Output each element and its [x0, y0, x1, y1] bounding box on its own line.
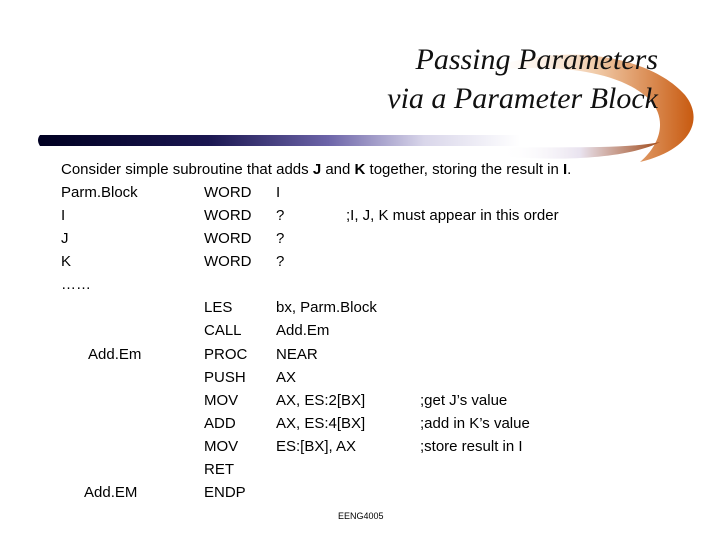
- code-comment: ;get J’s value: [420, 392, 508, 409]
- code-label: Add.EM: [84, 484, 138, 501]
- code-comment: ;add in K’s value: [420, 415, 530, 432]
- code-op: PROC: [204, 346, 248, 363]
- decl-type: WORD: [204, 184, 252, 201]
- code-op: MOV: [204, 438, 239, 455]
- decl-value: I: [276, 184, 281, 201]
- slide-footer: EENG4005: [338, 511, 384, 521]
- decl-name: I: [61, 207, 66, 224]
- decl-comment: ;I, J, K must appear in this order: [346, 207, 559, 224]
- decl-name: J: [61, 230, 69, 247]
- code-args: AX, ES:4[BX]: [276, 415, 366, 432]
- code-args: ES:[BX], AX: [276, 438, 357, 455]
- code-op: CALL: [204, 322, 242, 339]
- decl-type: WORD: [204, 207, 252, 224]
- decl-value: ?: [276, 207, 285, 224]
- code-op: MOV: [204, 392, 239, 409]
- title-line-2: via a Parameter Block: [387, 82, 658, 115]
- code-args: AX, ES:2[BX]: [276, 392, 366, 409]
- code-args: Add.Em: [276, 322, 330, 339]
- code-op: RET: [204, 461, 234, 478]
- decl-value: ?: [276, 253, 285, 270]
- code-label: Add.Em: [88, 346, 142, 363]
- decl-value: ?: [276, 230, 285, 247]
- title-line-1: Passing Parameters: [415, 43, 658, 76]
- code-args: bx, Parm.Block: [276, 299, 377, 316]
- code-comment: ;store result in I: [420, 438, 523, 455]
- intro-sentence: Consider simple subroutine that adds J and K together, storing the result in I.: [61, 161, 572, 178]
- code-op: ENDP: [204, 484, 246, 501]
- code-args: NEAR: [276, 346, 318, 363]
- code-op: LES: [204, 299, 233, 316]
- code-op: PUSH: [204, 369, 246, 386]
- code-op: ADD: [204, 415, 236, 432]
- slide-title: [387, 40, 658, 118]
- decl-name: Parm.Block: [61, 184, 138, 201]
- decl-name: K: [61, 253, 72, 270]
- ellipsis: ……: [61, 276, 91, 293]
- code-args: AX: [276, 369, 297, 386]
- decl-type: WORD: [204, 253, 252, 270]
- decl-type: WORD: [204, 230, 252, 247]
